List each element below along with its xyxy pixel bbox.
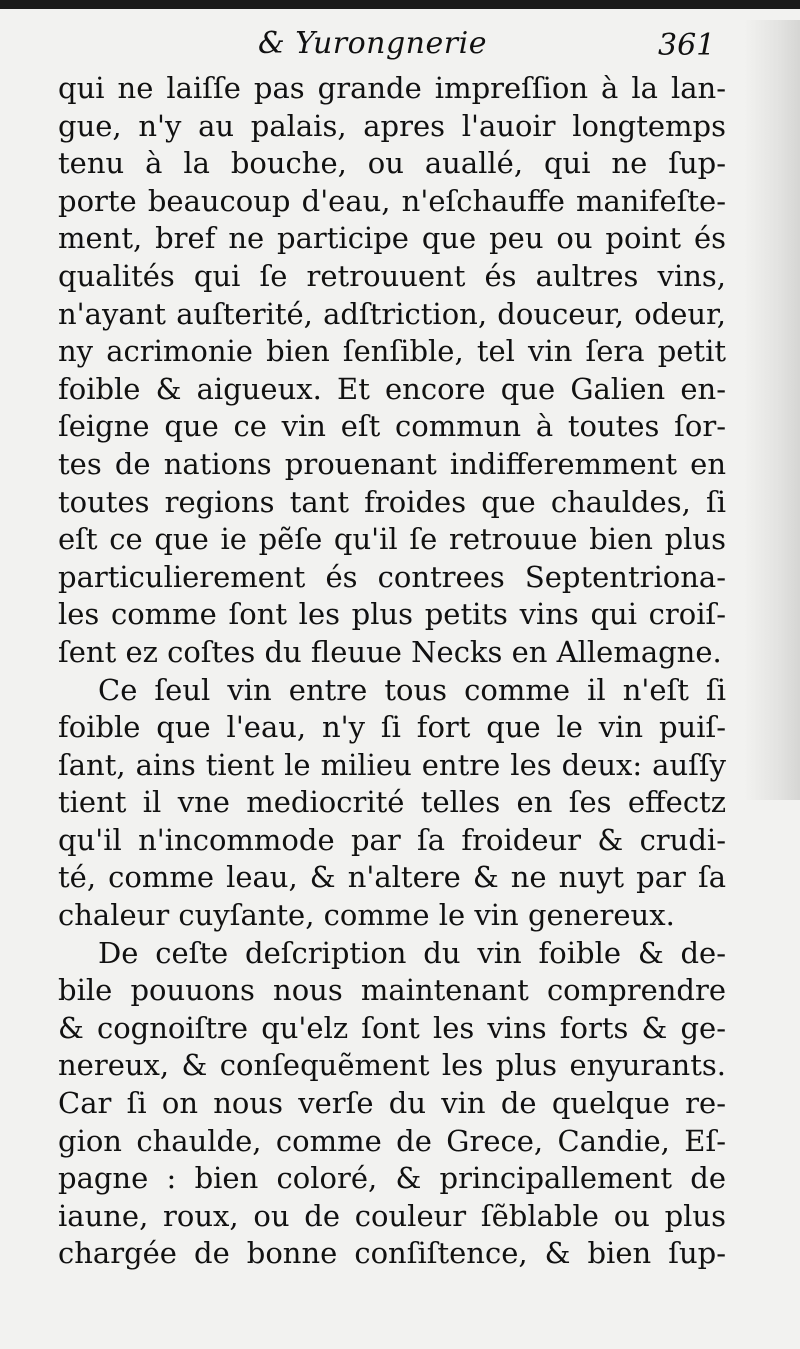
text-line: gue, n'y au palais, apres l'auoir longtemps	[58, 108, 726, 143]
text-line: porte beaucoup d'eau, n'eſchauffe manifeſte-	[58, 183, 726, 218]
text-line: Car ſi on nous verſe du vin de quelque re-	[58, 1086, 726, 1121]
text-line: qu'il n'incommode par ſa froideur & crudi-	[58, 822, 726, 857]
text-line: toutes regions tant froides que chauldes, ſi	[58, 484, 726, 519]
paragraph-start-line: Ce ſeul vin entre tous comme il n'eſt ſi	[98, 672, 726, 707]
text-line: & cognoiſtre qu'elz ſont les vins forts & ge-	[58, 1010, 726, 1045]
text-line: tenu à la bouche, ou auallé, qui ne ſup-	[58, 146, 726, 181]
body-text	[58, 70, 726, 1273]
text-line: iaune, roux, ou de couleur ſẽblable ou plus	[58, 1198, 726, 1233]
text-line: nereux, & conſequẽment les plus enyurants.	[58, 1048, 726, 1083]
text-line: ment, bref ne participe que peu ou point és	[58, 221, 726, 256]
show-through-shadow	[744, 20, 800, 800]
running-head	[0, 24, 800, 68]
text-line: pagne : bien coloré, & principallement de	[58, 1161, 726, 1196]
text-line: ny acrimonie bien ſenſible, tel vin ſera petit	[58, 334, 726, 369]
text-line: qualités qui ſe retrouuent és aultres vins,	[58, 258, 726, 293]
text-line: foible que l'eau, n'y ſi fort que le vin puiſ-	[58, 710, 726, 745]
text-line: gion chaulde, comme de Grece, Candie, Eſ-	[58, 1123, 726, 1158]
page-top-edge	[0, 0, 800, 9]
paragraph-end-line: ſent ez coſtes du fleuue Necks en Allemagne.	[58, 634, 722, 669]
text-line: tes de nations prouenant indifferemment en	[58, 446, 726, 481]
text-line: chargée de bonne conſiſtence, & bien ſup-	[58, 1236, 726, 1271]
text-line: les comme ſont les plus petits vins qui croiſ-	[58, 597, 726, 632]
text-line: particulierement és contrees Septentriona-	[58, 559, 726, 594]
text-line: tient il vne mediocrité telles en ſes effectz	[58, 785, 726, 820]
text-line: n'ayant auſterité, adſtriction, douceur, odeur,	[58, 296, 726, 331]
text-line: ſant, ains tient le milieu entre les deux: auſſy	[58, 747, 726, 782]
page-number: 361	[658, 28, 716, 63]
text-line: foible & aigueux. Et encore que Galien en-	[58, 371, 726, 406]
text-line: eſt ce que ie pẽſe qu'il ſe retrouue bien plus	[58, 522, 726, 557]
text-line: té, comme leau, & n'altere & ne nuyt par ſa	[58, 860, 726, 895]
text-line: ſeigne que ce vin eſt commun à toutes ſor-	[58, 409, 726, 444]
paragraph-start-line: De ceſte deſcription du vin foible & de-	[98, 935, 726, 970]
running-title: & Yurongnerie	[258, 26, 487, 61]
text-line: qui ne laiſſe pas grande impreſſion à la lan-	[58, 71, 726, 105]
text-line: bile pouuons nous maintenant comprendre	[58, 973, 726, 1008]
paragraph-end-line: chaleur cuyſante, comme le vin genereux.	[58, 898, 675, 933]
